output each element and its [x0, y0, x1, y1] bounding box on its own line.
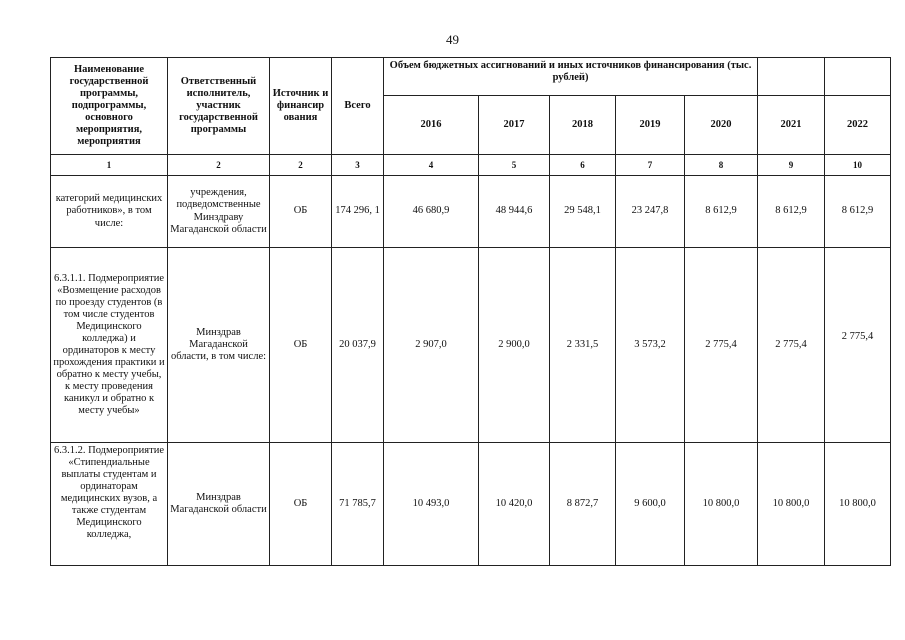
- value-cell: 29 548,1: [550, 176, 616, 248]
- row-name: 6.3.1.2. Подмероприятие «Стипендиальные выплаты студентам и ординаторам медицинских вузов, а также студентам Медицинского колледжа,: [51, 443, 168, 566]
- value-cell: 8 872,7: [550, 443, 616, 566]
- value-cell: 10 800,0: [758, 443, 825, 566]
- row-source: ОБ: [270, 176, 332, 248]
- index-cell: 2: [168, 155, 270, 176]
- row-total: 20 037,9: [332, 248, 384, 443]
- value-cell: 10 800,0: [825, 443, 891, 566]
- row-total: 174 296, 1: [332, 176, 384, 248]
- row-total: 71 785,7: [332, 443, 384, 566]
- value-cell: 8 612,9: [685, 176, 758, 248]
- header-year: 2018: [550, 96, 616, 155]
- header-year: 2022: [825, 96, 891, 155]
- value-cell: 46 680,9: [384, 176, 479, 248]
- row-executor: Минздрав Магаданской области: [168, 443, 270, 566]
- table-row: [51, 443, 891, 566]
- index-cell: 6: [550, 155, 616, 176]
- budget-table: [50, 57, 891, 566]
- value-cell: 2 907,0: [384, 248, 479, 443]
- value-cell: 3 573,2: [616, 248, 685, 443]
- row-source: ОБ: [270, 443, 332, 566]
- index-row: [51, 155, 891, 176]
- table-row: [51, 248, 891, 443]
- index-cell: 3: [332, 155, 384, 176]
- value-cell: 48 944,6: [479, 176, 550, 248]
- value-cell: 8 612,9: [758, 176, 825, 248]
- value-cell: 2 331,5: [550, 248, 616, 443]
- row-source: ОБ: [270, 248, 332, 443]
- index-cell: 5: [479, 155, 550, 176]
- value-text: 2 775,4: [841, 330, 874, 342]
- row-name: 6.3.1.1. Подмероприятие «Возмещение расходов по проезду студентов (в том числе студентов Медицинского колледжа) и ординаторов к месту прохождения практики и обратно к месту учебы, к месту проведения каникул и обратно к месту учебы»: [51, 248, 168, 443]
- value-cell: 10 420,0: [479, 443, 550, 566]
- header-total: Всего: [332, 58, 384, 155]
- value-cell: [825, 248, 891, 443]
- row-name: категорий медицинских работников», в том числе:: [51, 176, 168, 248]
- value-cell: 2 775,4: [758, 248, 825, 443]
- header-year: 2016: [384, 96, 479, 155]
- header-year: 2020: [685, 96, 758, 155]
- header-year: 2017: [479, 96, 550, 155]
- index-cell: 1: [51, 155, 168, 176]
- value-cell: 8 612,9: [825, 176, 891, 248]
- row-executor: Минздрав Магаданской области, в том числе:: [168, 248, 270, 443]
- header-name: Наименование государственной программы, подпрограммы, основного мероприятия, мероприятия: [51, 58, 168, 155]
- row-executor: учреждения, подведомственные Минздраву Магаданской области: [168, 176, 270, 248]
- header-year: 2019: [616, 96, 685, 155]
- value-cell: 10 800,0: [685, 443, 758, 566]
- index-cell: 4: [384, 155, 479, 176]
- header-year: 2021: [758, 96, 825, 155]
- header-executor: Ответственный исполнитель, участник государственной программы: [168, 58, 270, 155]
- header-group: Объем бюджетных ассигнований и иных источников финансирования (тыс. рублей): [384, 58, 758, 96]
- header-source: Источник и финансир ования: [270, 58, 332, 155]
- value-cell: 2 775,4: [685, 248, 758, 443]
- value-cell: 23 247,8: [616, 176, 685, 248]
- table-row: [51, 176, 891, 248]
- value-cell: 9 600,0: [616, 443, 685, 566]
- page-number: 49: [446, 32, 459, 47]
- header-empty-b: [825, 58, 891, 96]
- header-empty-a: [758, 58, 825, 96]
- value-cell: 2 900,0: [479, 248, 550, 443]
- index-cell: 10: [825, 155, 891, 176]
- index-cell: 8: [685, 155, 758, 176]
- index-cell: 7: [616, 155, 685, 176]
- value-cell: 10 493,0: [384, 443, 479, 566]
- index-cell: 2: [270, 155, 332, 176]
- index-cell: 9: [758, 155, 825, 176]
